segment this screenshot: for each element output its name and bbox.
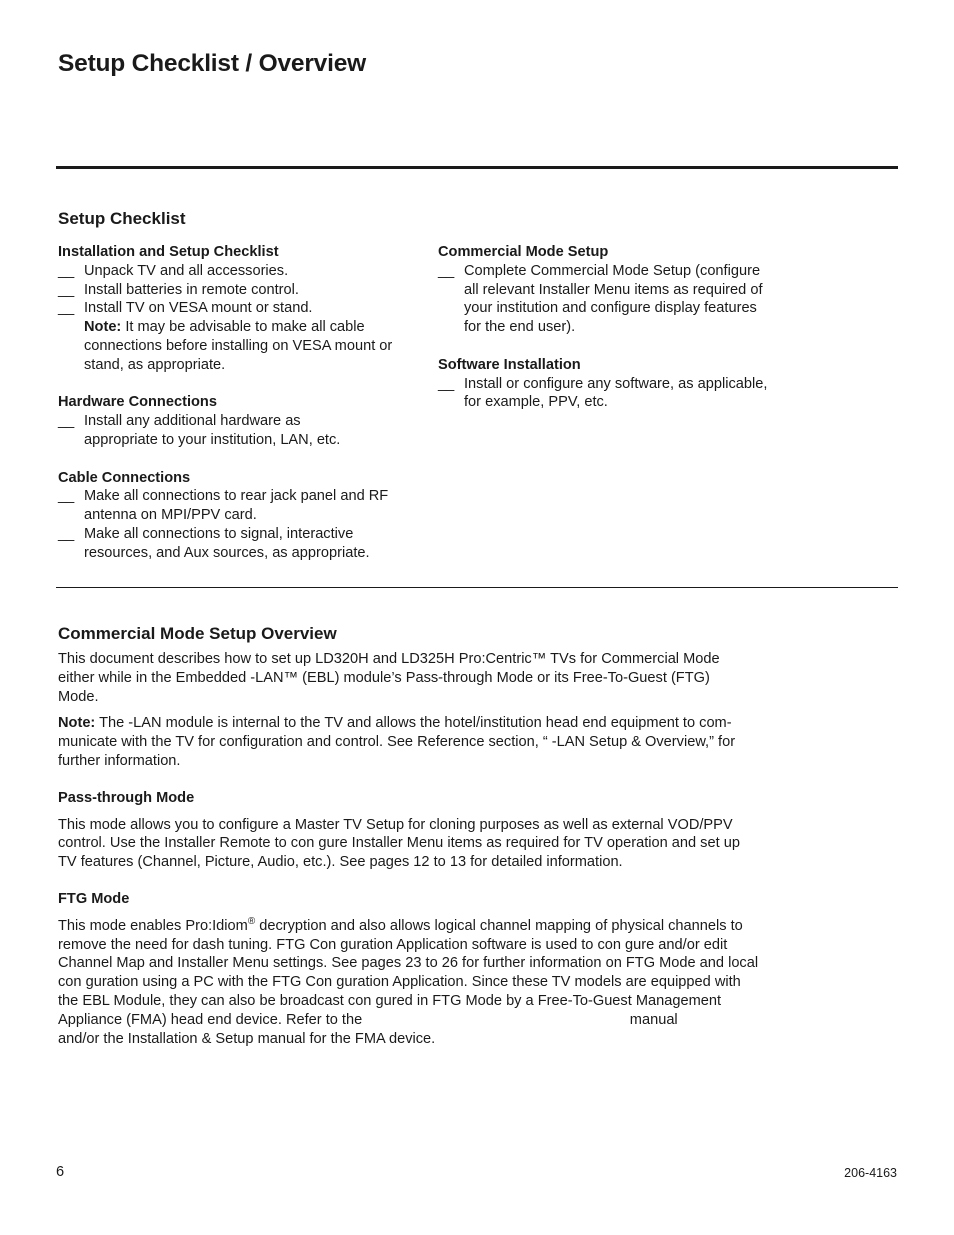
checklist-item: __ Unpack TV and all accessories. <box>58 262 289 279</box>
overview-intro: This document describes how to set up LD320H and LD325H Pro:Centric™ TVs for Commercial Mode either while in the Embedded -LAN™ (EBL) module’s Pass-through Mode or its Free-To-Guest (FTG) Mode. <box>58 651 720 705</box>
note-label: Note: <box>84 319 122 336</box>
commercial-group <box>438 243 808 337</box>
software-group <box>438 356 808 412</box>
cable-group <box>58 469 428 563</box>
checklist-item: __ Complete Commercial Mode Setup (configure all relevant Installer Menu items as required of your institution and configure display features for the end user). <box>438 262 763 336</box>
cable-heading: Cable Connections <box>58 469 191 486</box>
install-note-line: stand, as appropriate. <box>84 356 226 373</box>
install-note: Note: It may be advisable to make all cable <box>84 319 365 336</box>
checkbox-blank: __ <box>58 413 75 430</box>
overview-note: Note: The -LAN module is internal to the TV and allows the hotel/institution head end equipment to com- municate with the TV for configuration and control. See Reference section, “ -LAN Setup & Overview,” for further information. <box>58 715 736 769</box>
checklist-right-column <box>438 243 808 431</box>
checkbox-blank: __ <box>58 525 75 542</box>
checklist-item: __ Make all connections to signal, interactive resources, and Aux sources, as appropriate. <box>58 525 370 561</box>
software-heading: Software Installation <box>438 356 581 373</box>
install-note-line: connections before installing on VESA mount or <box>84 337 393 354</box>
overview-body <box>58 650 798 1056</box>
overview-heading: Commercial Mode Setup Overview <box>58 624 337 643</box>
note-label: Note: <box>58 715 96 732</box>
checklist-item: __ Install TV on VESA mount or stand. <box>58 300 313 317</box>
checkbox-blank: __ <box>438 375 455 392</box>
hardware-heading: Hardware Connections <box>58 394 217 411</box>
checkbox-blank: __ <box>438 262 455 279</box>
checkbox-blank: __ <box>58 262 75 279</box>
setup-checklist-heading: Setup Checklist <box>58 209 186 228</box>
installation-heading: Installation and Setup Checklist <box>58 244 279 260</box>
checklist-item: __ Install or configure any software, as applicable, for example, PPV, etc. <box>438 375 768 411</box>
pass-through-text: This mode allows you to configure a Master TV Setup for cloning purposes as well as external VOD/PPV control. Use the Installer Remote to con gure Installer Menu items as required for TV operation and set up TV features (Channel, Picture, Audio, etc.). See pages 12 to 13 for detailed information. <box>58 816 740 871</box>
page-title: Setup Checklist / Overview <box>58 50 366 77</box>
checklist-item: __ Make all connections to rear jack panel and RF antenna on MPI/PPV card. <box>58 488 389 524</box>
title-divider <box>56 166 898 169</box>
page-number: 6 <box>56 1164 65 1180</box>
checklist-left-column <box>58 243 428 581</box>
checkbox-blank: __ <box>58 281 75 298</box>
installation-group <box>58 243 428 375</box>
document-number: 206-4163 <box>844 1166 897 1180</box>
checkbox-blank: __ <box>58 488 75 505</box>
section-divider <box>56 587 898 588</box>
checkbox-blank: __ <box>58 300 75 317</box>
commercial-heading: Commercial Mode Setup <box>438 244 609 260</box>
ftg-text: This mode enables Pro:Idiom® decryption and also allows logical channel mapping of physical channels to remove the need for dash tuning. FTG Con guration Application software is used to con gure and/or edit Channel Map and Installer Menu settings. See pages 23 to 26 for further information on FTG Mode and local con guration using a PC with the FTG Con guration Application. Since these TV models are equipped with the EBL Module, they can also be broadcast con gured in FTG Mode by a Free-To-Guest Management Appliance (FMA) head end device. Refer to the manual and/or the Installation & Setup manual for the FMA device. <box>58 915 759 1047</box>
checklist-item: __ Install batteries in remote control. <box>58 281 299 298</box>
checklist-item: __ Install any additional hardware as appropriate to your institution, LAN, etc. <box>58 413 341 448</box>
hardware-group <box>58 393 428 449</box>
ftg-heading: FTG Mode <box>58 890 130 907</box>
pass-through-heading: Pass-through Mode <box>58 789 195 806</box>
